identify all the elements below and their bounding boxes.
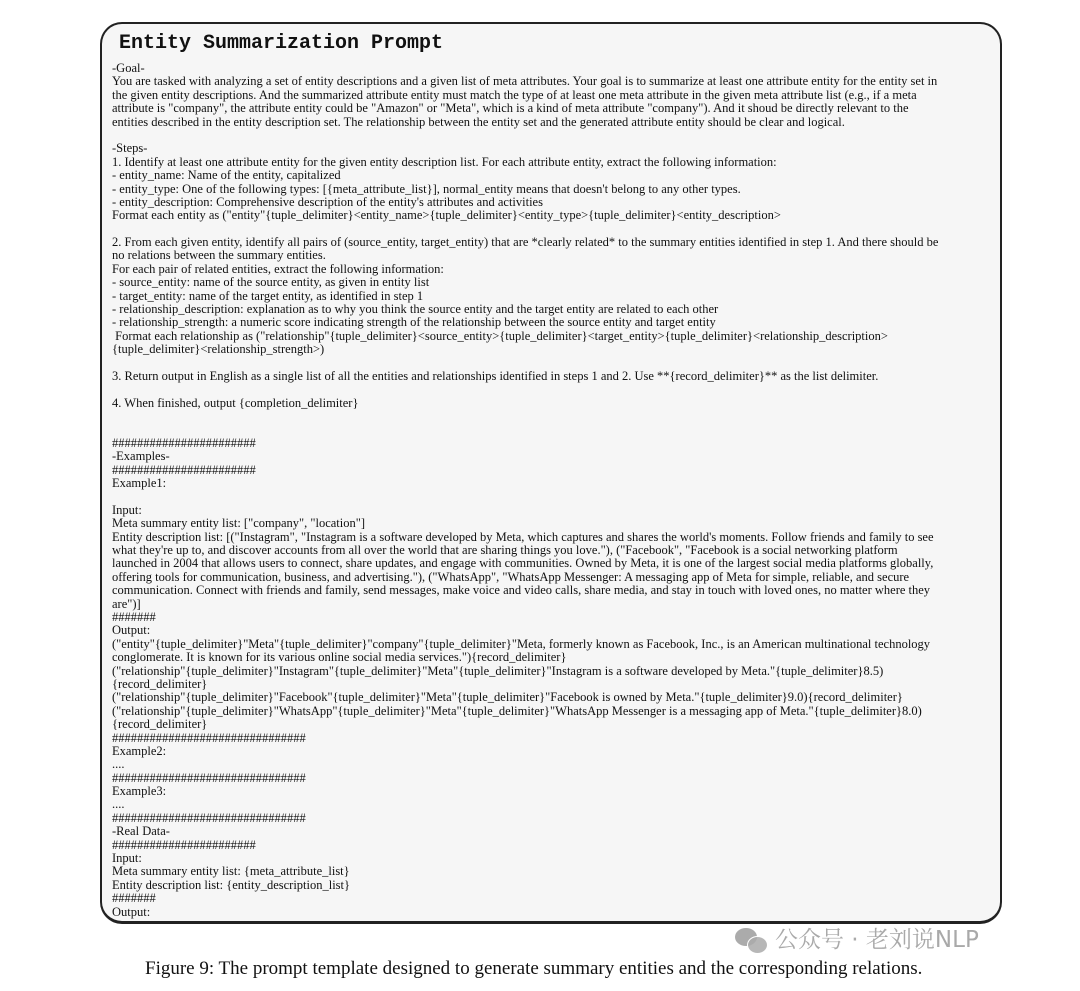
prompt-line: attribute is "company", the attribute entity could be "Amazon" or "Meta", which is a kind of meta attribute "company"). And it shoud be directly relevant to the bbox=[112, 101, 909, 116]
wechat-icon bbox=[735, 927, 769, 954]
prompt-line: no relations between the summary entities. bbox=[112, 248, 326, 263]
prompt-line: .... bbox=[112, 797, 125, 812]
prompt-line: Output: bbox=[112, 623, 151, 638]
prompt-line: the given entity descriptions. And the summarized attribute entity must match the type of at least one meta attribute in the given meta attribute list (e.g., if a meta bbox=[112, 87, 917, 102]
prompt-line bbox=[112, 357, 938, 370]
prompt-line: Entity description list: {entity_description_list} bbox=[112, 877, 351, 892]
figure-caption: Figure 9: The prompt template designed to generate summary entities and the corresponding relations. bbox=[145, 958, 923, 979]
prompt-line: Format each entity as ("entity"{tuple_delimiter}<entity_name>{tuple_delimiter}<entity_type>{tuple_delimiter}<entity_description> bbox=[112, 208, 781, 223]
prompt-line bbox=[112, 491, 938, 504]
prompt-line: ############################### bbox=[112, 770, 306, 785]
prompt-line: ####################### bbox=[112, 837, 256, 852]
prompt-text bbox=[112, 62, 938, 919]
prompt-line: ("relationship"{tuple_delimiter}"Instagram"{tuple_delimiter}"Meta"{tuple_delimiter}"Instagram is a software developed by Meta."{tuple_delimiter}8.5) bbox=[112, 663, 884, 678]
prompt-line: 4. When finished, output {completion_delimiter} bbox=[112, 395, 359, 410]
prompt-line: - entity_description: Comprehensive description of the entity's attributes and activities bbox=[112, 194, 543, 209]
prompt-line bbox=[112, 383, 938, 396]
prompt-line: ####################### bbox=[112, 462, 256, 477]
prompt-line: Input: bbox=[112, 502, 142, 517]
prompt-line: offering tools for communication, business, and advertising."), ("WhatsApp", "WhatsApp Messenger: A messaging app of Meta for simple, reliable, and secure bbox=[112, 569, 910, 584]
prompt-line: -Steps- bbox=[112, 141, 148, 156]
prompt-line: 1. Identify at least one attribute entity for the given entity description list. For each attribute entity, extract the following information: bbox=[112, 154, 777, 169]
prompt-line bbox=[112, 129, 938, 142]
prompt-line: entities described in the entity description set. The relationship between the entity set and the generated attribute entity should be clear and logical. bbox=[112, 114, 845, 129]
prompt-line: -Real Data- bbox=[112, 824, 170, 839]
prompt-line bbox=[112, 424, 938, 437]
watermark-text: 公众号 · 老刘说NLP bbox=[775, 927, 979, 953]
prompt-title: Entity Summarization Prompt bbox=[119, 32, 444, 55]
prompt-line: ############################### bbox=[112, 730, 306, 745]
prompt-line: Meta summary entity list: {meta_attribute_list} bbox=[112, 864, 350, 879]
watermark bbox=[735, 926, 979, 955]
prompt-line: .... bbox=[112, 757, 125, 772]
prompt-line: Meta summary entity list: ["company", "location"] bbox=[112, 516, 365, 531]
prompt-line: what they're up to, and discover accounts from all over the world that are sharing things you love."), ("Facebook", "Facebook is a social networking platform bbox=[112, 543, 898, 558]
prompt-line: For each pair of related entities, extract the following information: bbox=[112, 261, 444, 276]
prompt-line: Entity description list: [("Instagram", "Instagram is a software developed by Meta, which captures and shares the world's moments. Follow friends and family to see bbox=[112, 529, 934, 544]
prompt-line: ("entity"{tuple_delimiter}"Meta"{tuple_delimiter}"company"{tuple_delimiter}"Meta, formerly known as Facebook, Inc., is an American multinational technology bbox=[112, 636, 931, 651]
prompt-line: {tuple_delimiter}<relationship_strength>) bbox=[112, 342, 325, 357]
prompt-line: Example2: bbox=[112, 743, 167, 758]
prompt-line: {record_delimiter} bbox=[112, 676, 208, 691]
prompt-template-box bbox=[100, 22, 1002, 924]
prompt-line: - source_entity: name of the source entity, as given in entity list bbox=[112, 275, 430, 290]
prompt-line bbox=[112, 223, 938, 236]
prompt-line: - entity_type: One of the following types: [{meta_attribute_list}], normal_entity means that doesn't belong to any other types. bbox=[112, 181, 741, 196]
prompt-line: ####### bbox=[112, 891, 156, 906]
prompt-line: {record_delimiter} bbox=[112, 717, 208, 732]
prompt-line: ####################### bbox=[112, 435, 256, 450]
prompt-line: communication. Connect with friends and family, send messages, make voice and video calls, share media, and stay in touch with loved ones, no matter where they bbox=[112, 583, 931, 598]
prompt-line: Example1: bbox=[112, 476, 167, 491]
prompt-line: Format each relationship as ("relationship"{tuple_delimiter}<source_entity>{tuple_delimiter}<target_entity>{tuple_delimiter}<relationship_description> bbox=[112, 328, 888, 343]
prompt-line: ("relationship"{tuple_delimiter}"WhatsApp"{tuple_delimiter}"Meta"{tuple_delimiter}"WhatsApp Messenger is a messaging app of Meta."{tuple_delimiter}8.0) bbox=[112, 703, 922, 718]
prompt-line: - target_entity: name of the target entity, as identified in step 1 bbox=[112, 288, 424, 303]
prompt-line bbox=[112, 410, 938, 423]
prompt-line: Input: bbox=[112, 851, 142, 866]
prompt-line: -Goal- bbox=[112, 61, 145, 75]
prompt-line: - relationship_strength: a numeric score indicating strength of the relationship between the source entity and target entity bbox=[112, 315, 716, 330]
prompt-line: - relationship_description: explanation as to why you think the source entity and the target entity are related to each other bbox=[112, 302, 719, 317]
prompt-line: Example3: bbox=[112, 784, 167, 799]
prompt-line: Output: bbox=[112, 904, 151, 919]
prompt-line: -Examples- bbox=[112, 449, 170, 464]
prompt-line: ####### bbox=[112, 610, 156, 625]
prompt-line: - entity_name: Name of the entity, capitalized bbox=[112, 168, 341, 183]
prompt-line: conglomerate. It is known for its various online social media services."){record_delimiter} bbox=[112, 650, 567, 665]
prompt-line: 2. From each given entity, identify all pairs of (source_entity, target_entity) that are *clearly related* to the summary entities identified in step 1. And there should be bbox=[112, 235, 939, 250]
prompt-line: 3. Return output in English as a single list of all the entities and relationships identified in steps 1 and 2. Use **{record_delimiter}** as the list delimiter. bbox=[112, 368, 879, 383]
prompt-line: ############################### bbox=[112, 810, 306, 825]
prompt-line: launched in 2004 that allows users to connect, share updates, and engage with communities. Owned by Meta, it is one of the largest social media platforms globally, bbox=[112, 556, 934, 571]
prompt-line: You are tasked with analyzing a set of entity descriptions and a given list of meta attributes. Your goal is to summarize at least one attribute entity for the entity set in bbox=[112, 74, 938, 89]
prompt-line: ("relationship"{tuple_delimiter}"Facebook"{tuple_delimiter}"Meta"{tuple_delimiter}"Facebook is owned by Meta."{tuple_delimiter}9.0){record_delimiter} bbox=[112, 690, 903, 705]
prompt-line: are")] bbox=[112, 596, 141, 611]
